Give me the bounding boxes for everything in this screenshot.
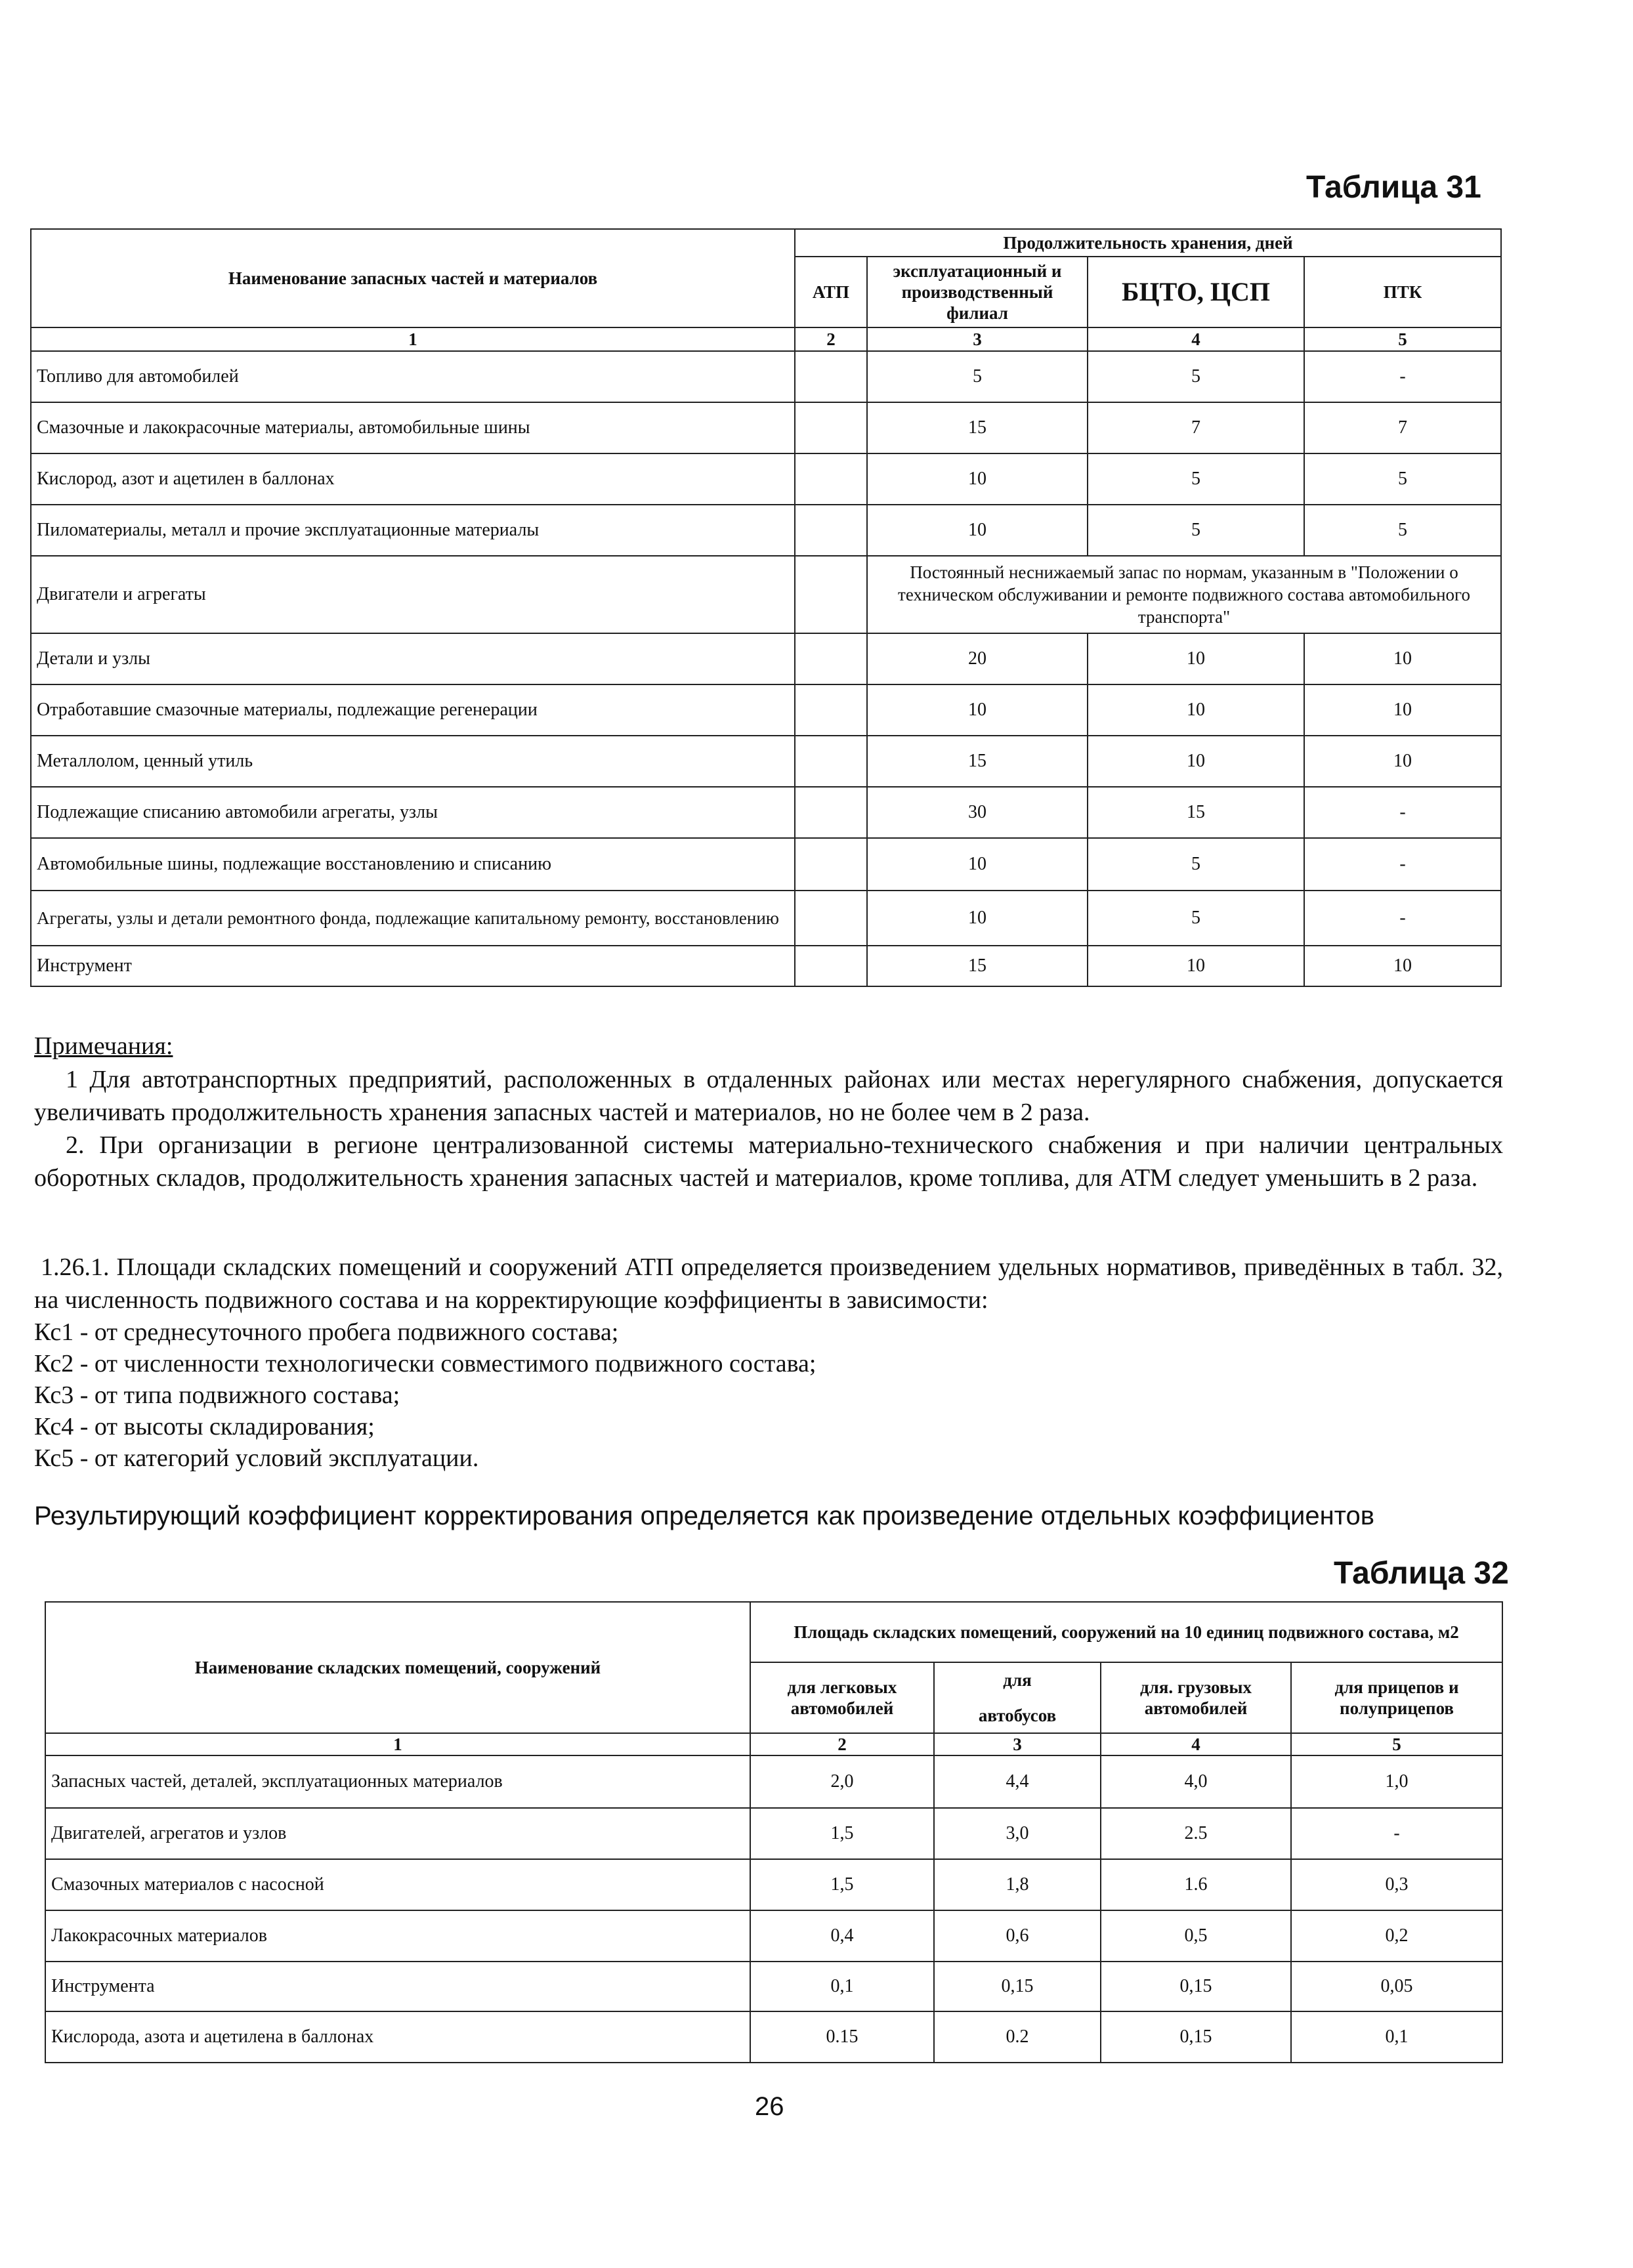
t31-cell: 10 bbox=[1088, 736, 1304, 787]
t31-num: 4 bbox=[1088, 327, 1304, 351]
t31-cell bbox=[795, 505, 867, 556]
t31-row-name: Пиломатериалы, металл и прочие эксплуатационные материалы bbox=[31, 505, 795, 556]
t31-cell bbox=[795, 402, 867, 453]
section-paragraph: 1.26.1. Площади складских помещений и сооружений АТП определяется произведением удельных нормативов, приведённых в табл. 32, на численность подвижного состава и на корректирующие коэффициенты в зависимости: bbox=[34, 1253, 1503, 1314]
t32-cell: 1,5 bbox=[750, 1808, 934, 1859]
t32-head-trucks: для. грузовых автомобилей bbox=[1101, 1662, 1291, 1733]
table-row bbox=[45, 1755, 1502, 1808]
coefficient-item: Кс4 - от высоты складирования; bbox=[34, 1413, 375, 1440]
table-row bbox=[31, 633, 1501, 684]
t32-cell: 0,5 bbox=[1101, 1910, 1291, 1962]
t31-cell: 10 bbox=[867, 453, 1088, 505]
t31-row-name: Автомобильные шины, подлежащие восстановлению и списанию bbox=[31, 838, 795, 891]
t32-cell: 4,0 bbox=[1101, 1755, 1291, 1808]
t31-cell: 5 bbox=[1088, 838, 1304, 891]
t32-head-trailers: для прицепов и полуприцепов bbox=[1291, 1662, 1502, 1733]
t31-row-name: Инструмент bbox=[31, 946, 795, 986]
table-row bbox=[31, 736, 1501, 787]
t32-row-name: Инструмента bbox=[45, 1962, 750, 2011]
t31-cell: 10 bbox=[1304, 946, 1501, 986]
t31-cell bbox=[795, 838, 867, 891]
table-row bbox=[31, 838, 1501, 891]
t31-cell bbox=[795, 946, 867, 986]
table-row bbox=[31, 351, 1501, 402]
coefficient-item: Кс5 - от категорий условий эксплуатации. bbox=[34, 1444, 479, 1472]
t32-cell: 1,0 bbox=[1291, 1755, 1502, 1808]
t32-cell: 1,5 bbox=[750, 1859, 934, 1910]
t31-row-name: Отработавшие смазочные материалы, подлежащие регенерации bbox=[31, 684, 795, 736]
t32-num: 3 bbox=[934, 1733, 1101, 1755]
page-number: 26 bbox=[755, 2092, 784, 2121]
t31-cell: 15 bbox=[1088, 787, 1304, 838]
t32-head-bus-line2: автобусов bbox=[978, 1706, 1057, 1725]
t32-cell: 0,05 bbox=[1291, 1962, 1502, 2011]
t32-cell: 0,15 bbox=[934, 1962, 1101, 2011]
t32-num: 1 bbox=[45, 1733, 750, 1755]
t31-head-group: Продолжительность хранения, дней bbox=[795, 229, 1501, 257]
t31-row-name: Металлолом, ценный утиль bbox=[31, 736, 795, 787]
t31-cell: 5 bbox=[1088, 891, 1304, 946]
notes-title: Примечания: bbox=[34, 1032, 173, 1060]
result-sentence: Результирующий коэффициент корректирования определяется как произведение отдельных коэффициентов bbox=[34, 1502, 1375, 1530]
t32-cell: 0,6 bbox=[934, 1910, 1101, 1962]
t31-num: 1 bbox=[31, 327, 795, 351]
t31-merged-note: Постоянный неснижаемый запас по нормам, указанным в "Положении о техническом обслуживании и ремонте подвижного состава автомобильного транспорта" bbox=[867, 556, 1501, 633]
t31-head-ptk: ПТК bbox=[1304, 257, 1501, 327]
t31-cell: 5 bbox=[1088, 505, 1304, 556]
t31-cell bbox=[795, 787, 867, 838]
table-row bbox=[45, 1962, 1502, 2011]
t31-cell: 15 bbox=[867, 946, 1088, 986]
t31-cell: - bbox=[1304, 838, 1501, 891]
t31-cell: 5 bbox=[1088, 453, 1304, 505]
t31-cell bbox=[795, 351, 867, 402]
t31-num: 3 bbox=[867, 327, 1088, 351]
t31-num: 5 bbox=[1304, 327, 1501, 351]
t32-cell: 0,15 bbox=[1101, 2011, 1291, 2063]
note-2: 2. При организации в регионе централизованной системы материально-технического снабжения и при наличии центральных оборотных складов, продолжительность хранения запасных частей и материалов, кроме топлива, для АТМ следует уменьшить в 2 раза. bbox=[34, 1131, 1503, 1192]
table-row bbox=[31, 946, 1501, 986]
t32-cell: 0,4 bbox=[750, 1910, 934, 1962]
t32-cell: 0.15 bbox=[750, 2011, 934, 2063]
t31-cell: - bbox=[1304, 351, 1501, 402]
t31-cell: 10 bbox=[1088, 633, 1304, 684]
t31-cell: 10 bbox=[867, 891, 1088, 946]
table-row bbox=[31, 556, 1501, 633]
t31-cell: 10 bbox=[1304, 684, 1501, 736]
note-1: 1 Для автотранспортных предприятий, расположенных в отдаленных районах или местах нерегулярного снабжения, допускается увеличивать продолжительность хранения запасных частей и материалов, но не более чем в 2 раза. bbox=[34, 1066, 1503, 1126]
t32-cell: 1,8 bbox=[934, 1859, 1101, 1910]
table-row bbox=[31, 684, 1501, 736]
t32-cell: 3,0 bbox=[934, 1808, 1101, 1859]
t31-cell: 15 bbox=[867, 402, 1088, 453]
t32-num: 4 bbox=[1101, 1733, 1291, 1755]
t32-row-name: Кислорода, азота и ацетилена в баллонах bbox=[45, 2011, 750, 2063]
t31-cell bbox=[795, 736, 867, 787]
coefficient-item: Кс2 - от численности технологически совместимого подвижного состава; bbox=[34, 1350, 816, 1377]
t31-head-branch: эксплуатационный и производственный филиал bbox=[867, 257, 1088, 327]
t31-head-atp: АТП bbox=[795, 257, 867, 327]
t31-cell: 10 bbox=[1304, 736, 1501, 787]
t32-cell: 0,3 bbox=[1291, 1859, 1502, 1910]
table-row bbox=[45, 1859, 1502, 1910]
table-row bbox=[31, 402, 1501, 453]
table-row bbox=[31, 505, 1501, 556]
table-row bbox=[45, 1808, 1502, 1859]
t32-head-bus-line1: для bbox=[1003, 1670, 1032, 1690]
t32-row-name: Смазочных материалов с насосной bbox=[45, 1859, 750, 1910]
t32-head-cars: для легковых автомобилей bbox=[750, 1662, 934, 1733]
table31-caption: Таблица 31 bbox=[1306, 170, 1481, 205]
t31-cell bbox=[795, 556, 867, 633]
t31-cell: 10 bbox=[1088, 684, 1304, 736]
t31-cell: 5 bbox=[1304, 453, 1501, 505]
t32-row-name: Запасных частей, деталей, эксплуатационных материалов bbox=[45, 1755, 750, 1808]
t31-num: 2 bbox=[795, 327, 867, 351]
t32-cell: 2.5 bbox=[1101, 1808, 1291, 1859]
t31-cell: 15 bbox=[867, 736, 1088, 787]
table-row bbox=[31, 453, 1501, 505]
t32-cell: 4,4 bbox=[934, 1755, 1101, 1808]
t31-row-name: Подлежащие списанию автомобили агрегаты, узлы bbox=[31, 787, 795, 838]
t31-cell: 30 bbox=[867, 787, 1088, 838]
t31-head-bcto: БЦТО, ЦСП bbox=[1088, 257, 1304, 327]
t32-head-name: Наименование складских помещений, сооружений bbox=[45, 1602, 750, 1733]
t32-cell: 1.6 bbox=[1101, 1859, 1291, 1910]
t31-row-name: Детали и узлы bbox=[31, 633, 795, 684]
t32-head-group: Площадь складских помещений, сооружений на 10 единиц подвижного состава, м2 bbox=[750, 1602, 1502, 1662]
t32-cell: 0,15 bbox=[1101, 1962, 1291, 2011]
t31-cell: - bbox=[1304, 787, 1501, 838]
t31-cell bbox=[795, 633, 867, 684]
t31-row-name: Двигатели и агрегаты bbox=[31, 556, 795, 633]
t31-cell: - bbox=[1304, 891, 1501, 946]
t31-cell bbox=[795, 453, 867, 505]
t31-cell: 20 bbox=[867, 633, 1088, 684]
coefficient-item: Кс3 - от типа подвижного состава; bbox=[34, 1381, 400, 1409]
t32-cell: - bbox=[1291, 1808, 1502, 1859]
t31-cell: 10 bbox=[867, 684, 1088, 736]
t32-cell: 0.2 bbox=[934, 2011, 1101, 2063]
table32 bbox=[45, 1601, 1503, 2063]
table-row bbox=[31, 787, 1501, 838]
t31-cell: 7 bbox=[1304, 402, 1501, 453]
t31-row-name: Агрегаты, узлы и детали ремонтного фонда, подлежащие капитальному ремонту, восстановлению bbox=[31, 891, 795, 946]
table-row bbox=[31, 891, 1501, 946]
table-row bbox=[45, 1910, 1502, 1962]
t32-row-name: Двигателей, агрегатов и узлов bbox=[45, 1808, 750, 1859]
t31-row-name: Кислород, азот и ацетилен в баллонах bbox=[31, 453, 795, 505]
t31-cell: 7 bbox=[1088, 402, 1304, 453]
t32-cell: 0,1 bbox=[750, 1962, 934, 2011]
t32-cell: 0,1 bbox=[1291, 2011, 1502, 2063]
t31-cell bbox=[795, 684, 867, 736]
t32-num: 5 bbox=[1291, 1733, 1502, 1755]
t31-cell: 5 bbox=[867, 351, 1088, 402]
t31-cell: 10 bbox=[867, 838, 1088, 891]
coefficient-item: Кс1 - от среднесуточного пробега подвижного состава; bbox=[34, 1318, 619, 1346]
t32-cell: 2,0 bbox=[750, 1755, 934, 1808]
t31-head-name: Наименование запасных частей и материалов bbox=[31, 229, 795, 327]
table32-caption: Таблица 32 bbox=[1334, 1556, 1509, 1591]
t31-cell: 5 bbox=[1304, 505, 1501, 556]
t31-cell: 10 bbox=[867, 505, 1088, 556]
t31-cell: 5 bbox=[1088, 351, 1304, 402]
table31 bbox=[30, 228, 1502, 987]
t31-cell bbox=[795, 891, 867, 946]
table-row bbox=[45, 2011, 1502, 2063]
t31-cell: 10 bbox=[1088, 946, 1304, 986]
t32-cell: 0,2 bbox=[1291, 1910, 1502, 1962]
t32-head-buses bbox=[934, 1662, 1101, 1733]
t31-cell: 10 bbox=[1304, 633, 1501, 684]
t32-row-name: Лакокрасочных материалов bbox=[45, 1910, 750, 1962]
t32-num: 2 bbox=[750, 1733, 934, 1755]
t31-row-name: Смазочные и лакокрасочные материалы, автомобильные шины bbox=[31, 402, 795, 453]
t31-row-name: Топливо для автомобилей bbox=[31, 351, 795, 402]
